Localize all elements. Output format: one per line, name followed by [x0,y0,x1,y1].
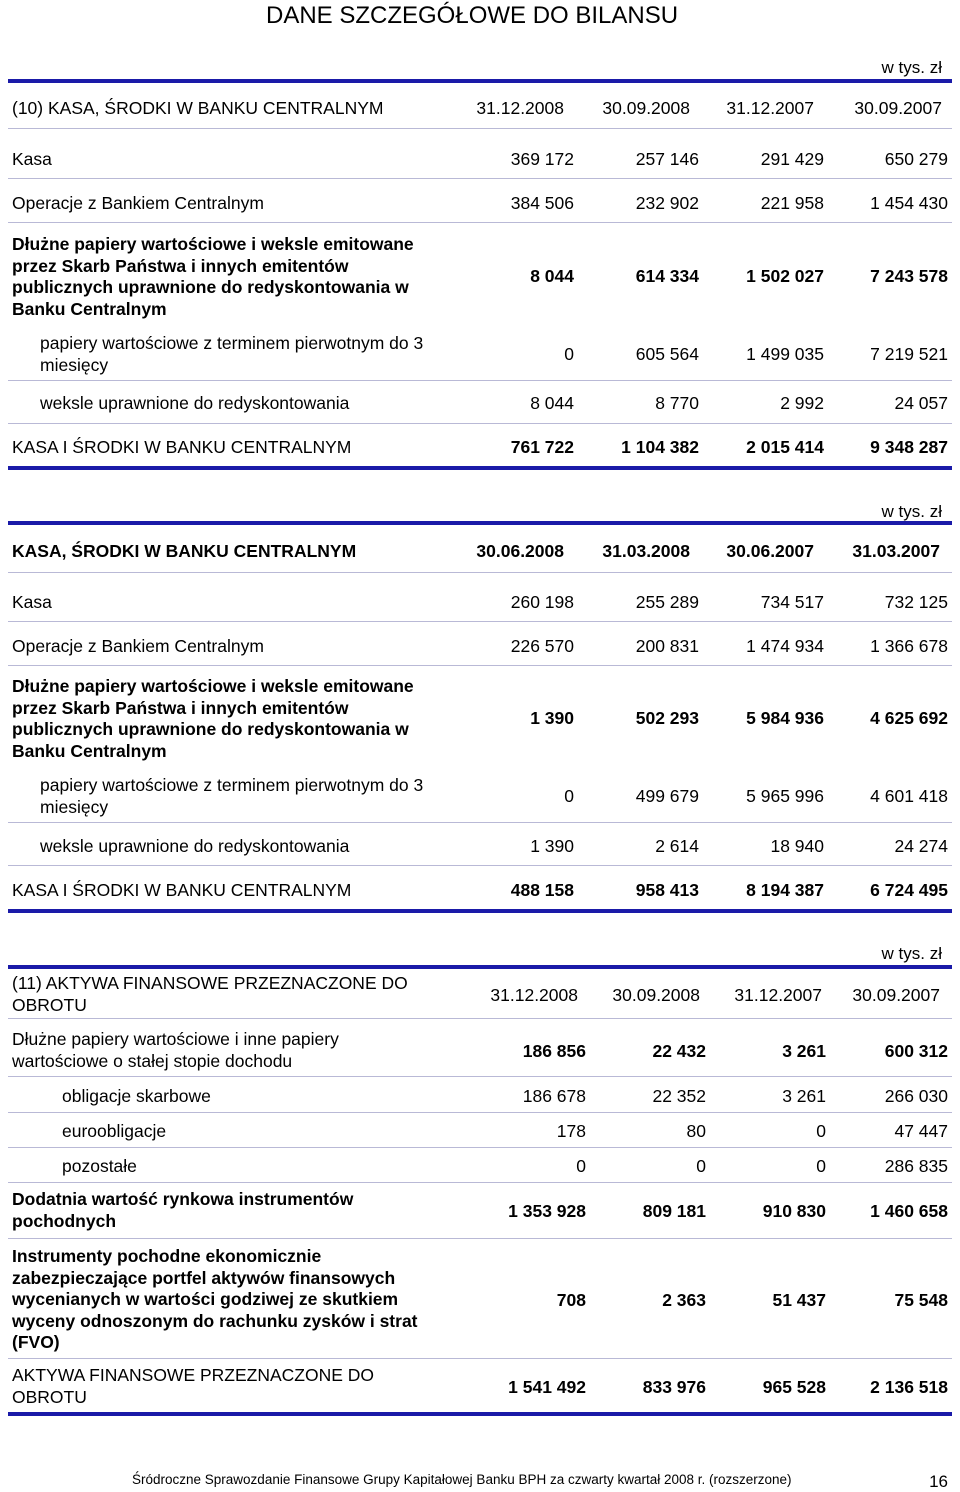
cell: 965 528 [762,1377,826,1397]
cell: 2 614 [655,836,699,856]
cell: 614 334 [635,266,699,286]
divider [8,572,952,573]
cell: 3 261 [782,1041,826,1061]
cell: 221 958 [760,193,824,213]
divider [8,1238,952,1239]
cell: 650 279 [884,149,948,169]
cell: 708 [556,1290,586,1310]
cell: 3 261 [782,1086,826,1106]
cell: 958 413 [635,880,699,900]
section3-header: (11) AKTYWA FINANSOWE PRZEZNACZONE DO OBROTU [12,973,408,1015]
cell: 232 902 [635,193,699,213]
footer-text: Śródroczne Sprawozdanie Finansowe Grupy Kapitałowej Banku BPH za czwarty kwartał 2008 r. (rozszerzone) [132,1472,792,1487]
cell: 369 172 [510,149,574,169]
row-label-weksle: weksle uprawnione do redyskontowania [40,836,350,856]
cell: 1 541 492 [508,1377,586,1397]
cell: 1 353 928 [508,1201,586,1221]
cell: 51 437 [772,1290,826,1310]
divider [8,1358,952,1359]
cell: 910 830 [762,1201,826,1221]
divider [8,380,952,381]
cell: 22 432 [652,1041,706,1061]
section3-col-2: 30.09.2008 [612,985,700,1005]
cell: 186 678 [522,1086,586,1106]
section2-col-1: 30.06.2008 [476,541,564,561]
divider [8,423,952,424]
cell: 24 057 [894,393,948,413]
divider [8,621,952,622]
cell: 200 831 [635,636,699,656]
cell: 47 447 [894,1121,948,1141]
cell: 8 194 387 [746,880,824,900]
cell: 5 965 996 [746,786,824,806]
section1-col-3: 31.12.2007 [726,98,814,118]
row-label-papiery-termin: papiery wartościowe z terminem pierwotnym do 3 miesięcy [40,333,424,375]
row-label-euroobligacje: euroobligacje [62,1121,167,1141]
cell: 286 835 [884,1156,948,1176]
cell: 0 [816,1156,826,1176]
row-label-dluzne: Dłużne papiery wartościowe i weksle emitowane przez Skarb Państwa i innych emitentów publicznych uprawnione do redyskontowania w Banku Centralnym [12,676,414,761]
cell: 2 363 [662,1290,706,1310]
cell: 8 044 [530,393,574,413]
section3-col-1: 31.12.2008 [490,985,578,1005]
cell: 257 146 [635,149,699,169]
cell: 255 289 [635,592,699,612]
row-label-aktywa-total: AKTYWA FINANSOWE PRZEZNACZONE DO OBROTU [12,1365,375,1407]
section2-header: KASA, ŚRODKI W BANKU CENTRALNYM [12,541,357,561]
cell: 9 348 287 [870,437,948,457]
cell: 488 158 [510,880,574,900]
section1-header: (10) KASA, ŚRODKI W BANKU CENTRALNYM [12,98,384,118]
divider [8,222,952,223]
row-label-kasa: Kasa [12,592,52,612]
section2-top-rule [8,521,952,525]
row-label-pozostale: pozostałe [62,1156,137,1176]
cell: 4 625 692 [870,708,948,728]
cell: 2 136 518 [870,1377,948,1397]
section2-unit: w tys. zł [881,502,942,521]
row-label-operacje: Operacje z Bankiem Centralnym [12,636,264,656]
row-label-papiery-termin: papiery wartościowe z terminem pierwotnym do 3 miesięcy [40,775,424,817]
divider [8,1018,952,1019]
row-label-dluzne-stala: Dłużne papiery wartościowe i inne papiery wartościowe o stałej stopie dochodu [12,1029,339,1071]
row-label-dodatnia: Dodatnia wartość rynkowa instrumentów pochodnych [12,1189,354,1231]
section1-top-rule [8,79,952,83]
cell: 384 506 [510,193,574,213]
row-label-obligacje: obligacje skarbowe [62,1086,211,1106]
cell: 1 104 382 [621,437,699,457]
cell: 499 679 [635,786,699,806]
section2-col-3: 30.06.2007 [726,541,814,561]
row-label-kasa: Kasa [12,149,52,169]
cell: 734 517 [760,592,824,612]
section2-bottom-rule [8,909,952,913]
cell: 24 274 [894,836,948,856]
cell: 260 198 [510,592,574,612]
cell: 605 564 [635,344,699,364]
cell: 1 499 035 [746,344,824,364]
cell: 266 030 [884,1086,948,1106]
cell: 1 390 [530,836,574,856]
divider [8,822,952,823]
section3-top-rule [8,965,952,969]
row-label-total: KASA I ŚRODKI W BANKU CENTRALNYM [12,880,352,900]
cell: 809 181 [642,1201,706,1221]
cell: 0 [564,786,574,806]
cell: 226 570 [510,636,574,656]
section1-col-4: 30.09.2007 [854,98,942,118]
cell: 80 [686,1121,706,1141]
cell: 75 548 [894,1290,948,1310]
cell: 8 044 [530,266,574,286]
divider [8,1182,952,1183]
cell: 7 243 578 [870,266,948,286]
cell: 1 474 934 [746,636,824,656]
page-title: DANE SZCZEGÓŁOWE DO BILANSU [266,2,679,29]
section3-col-3: 31.12.2007 [734,985,822,1005]
divider [8,1112,952,1113]
cell: 4 601 418 [870,786,948,806]
divider [8,665,952,666]
cell: 732 125 [884,592,948,612]
section1-bottom-rule [8,466,952,470]
section2-col-2: 31.03.2008 [602,541,690,561]
cell: 600 312 [884,1041,948,1061]
section2-col-4: 31.03.2007 [852,541,940,561]
cell: 1 502 027 [746,266,824,286]
cell: 6 724 495 [870,880,948,900]
cell: 178 [556,1121,586,1141]
divider [8,865,952,866]
cell: 0 [816,1121,826,1141]
cell: 502 293 [635,708,699,728]
cell: 5 984 936 [746,708,824,728]
row-label-instrumenty: Instrumenty pochodne ekonomicznie zabezpieczające portfel aktywów finansowych wycenianych w wartości godziwej ze skutkiem wyceny odnoszonym do rachunku zysków i strat (FVO) [12,1246,418,1352]
cell: 18 940 [770,836,824,856]
divider [8,128,952,129]
section3-bottom-rule [8,1412,952,1416]
cell: 2 015 414 [746,437,824,457]
divider [8,1076,952,1077]
cell: 0 [564,344,574,364]
cell: 1 454 430 [870,193,948,213]
section1-unit: w tys. zł [881,58,942,77]
cell: 1 390 [530,708,574,728]
section1-col-1: 31.12.2008 [476,98,564,118]
row-label-total: KASA I ŚRODKI W BANKU CENTRALNYM [12,437,352,457]
cell: 1 366 678 [870,636,948,656]
section3-unit: w tys. zł [881,944,942,963]
cell: 833 976 [642,1377,706,1397]
cell: 2 992 [780,393,824,413]
section1-col-2: 30.09.2008 [602,98,690,118]
cell: 186 856 [522,1041,586,1061]
section3-col-4: 30.09.2007 [852,985,940,1005]
cell: 1 460 658 [870,1201,948,1221]
cell: 761 722 [510,437,574,457]
cell: 0 [576,1156,586,1176]
cell: 291 429 [760,149,824,169]
cell: 22 352 [652,1086,706,1106]
divider [8,178,952,179]
row-label-operacje: Operacje z Bankiem Centralnym [12,193,264,213]
row-label-dluzne: Dłużne papiery wartościowe i weksle emitowane przez Skarb Państwa i innych emitentów publicznych uprawnione do redyskontowania w Banku Centralnym [12,234,414,319]
cell: 7 219 521 [870,344,948,364]
cell: 0 [696,1156,706,1176]
row-label-weksle: weksle uprawnione do redyskontowania [40,393,350,413]
page-number: 16 [929,1472,948,1491]
cell: 8 770 [655,393,699,413]
divider [8,1147,952,1148]
